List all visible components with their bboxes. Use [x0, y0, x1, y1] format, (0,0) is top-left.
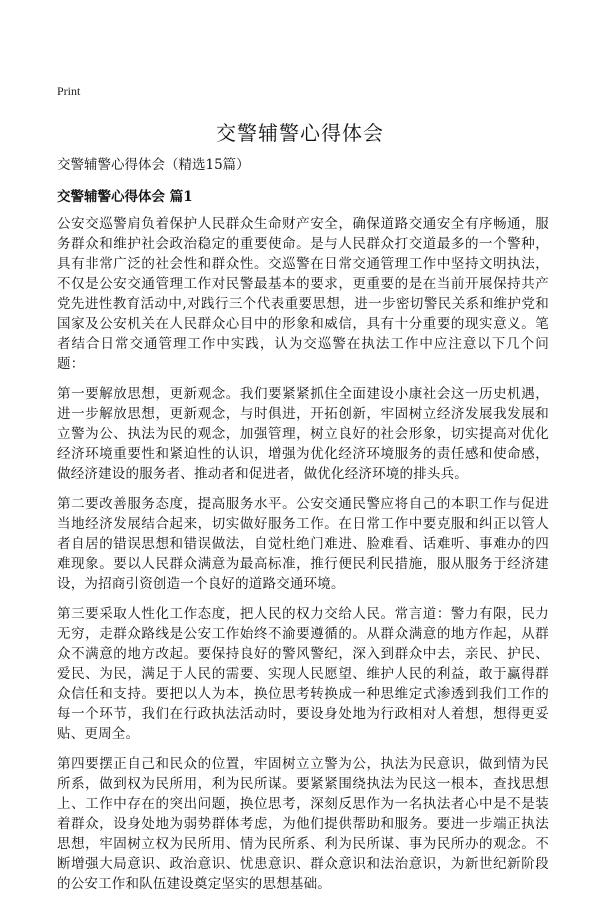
print-link[interactable]: Print: [57, 84, 81, 98]
document-title: 交警辅警心得体会: [216, 121, 384, 145]
paragraph-intro: 公安交巡警肩负着保护人民群众生命财产安全，确保道路交通安全有序畅通，服务群众和维护社会政治稳定的重要使命。是与人民群众打交道最多的一个警种，具有非常广泛的社会性和群众性。交巡警在日常交通管理工作中坚持文明执法，不仅是公安交通管理工作对民警最基本的要求，更重要的是在当前开展保持共产党先进性教育活动中,对践行三个代表重要思想，进一步密切警民关系和维护党和国家及公安机关在人民群众心目中的形象和威信，具有十分重要的现实意义。笔者结合日常交通管理工作中实践，认为交巡警在执法工作中应注意以下几个问题：: [57, 216, 549, 372]
paragraph-point-4: 第四要摆正自己和民众的位置，牢固树立立警为公，执法为民意识，做到情为民所系，做到权为民所用，利为民所谋。要紧紧围绕执法为民这一根本，查找思想上、工作中存在的突出问题，换位思考，深刻反思作为一名执法者心中是不是装着群众，设身处地为弱势群体考虑，为他们提供帮助和服务。要进一步端正执法思想，牢固树立权为民所用、情为民所系、利为民所谋、事为民所办的观念。不断增强大局意识、政治意识、忧患意识、群众意识和法治意识，为新世纪新阶段的公安工作和队伍建设奠定坚实的思想基础。: [57, 756, 549, 892]
document-subtitle: 交警辅警心得体会（精选15篇）: [57, 157, 250, 173]
paragraph-point-1: 第一要解放思想，更新观念。我们要紧紧抓住全面建设小康社会这一历史机遇，进一步解放思想，更新观念，与时俱进，开拓创新，牢固树立经济发展我发展和立警为公、执法为民的观念，加强管理，树立良好的社会形象，切实提高对优化经济环境重要性和紧迫性的认识，增强为优化经济环境服务的责任感和使命感，做经济建设的服务者、推动者和促进者，做优化经济环境的排头兵。: [57, 386, 549, 482]
article-body: [57, 214, 549, 904]
paragraph-point-3: 第三要采取人性化工作态度，把人民的权力交给人民。常言道：警力有限，民力无穷，走群众路线是公安工作始终不渝要遵循的。从群众满意的地方作起，从群众不满意的地方改起。要保持良好的警风警纪，深入到群众中去，亲民、护民、爱民、为民，满足于人民的需要、实现人民愿望、维护人民的利益，敢于赢得群众信任和支持。要把以人为本，换位思考转换成一种思维定式渗透到我们工作的每一个环节，我们在行政执法活动时，要设身处地为行政相对人着想，想得更妥贴、更周全。: [57, 606, 549, 742]
section-heading: 交警辅警心得体会 篇1: [57, 189, 193, 205]
paragraph-point-2: 第二要改善服务态度，提高服务水平。公安交通民警应将自己的本职工作与促进当地经济发展结合起来，切实做好服务工作。在日常工作中要克服和纠正以管人者自居的错误思想和错误做法，自觉杜绝门难进、脸难看、话难听、事难办的四难现象。要以人民群众满意为最高标准，推行便民利民措施，服从服务于经济建设，为招商引资创造一个良好的道路交通环境。: [57, 496, 549, 592]
